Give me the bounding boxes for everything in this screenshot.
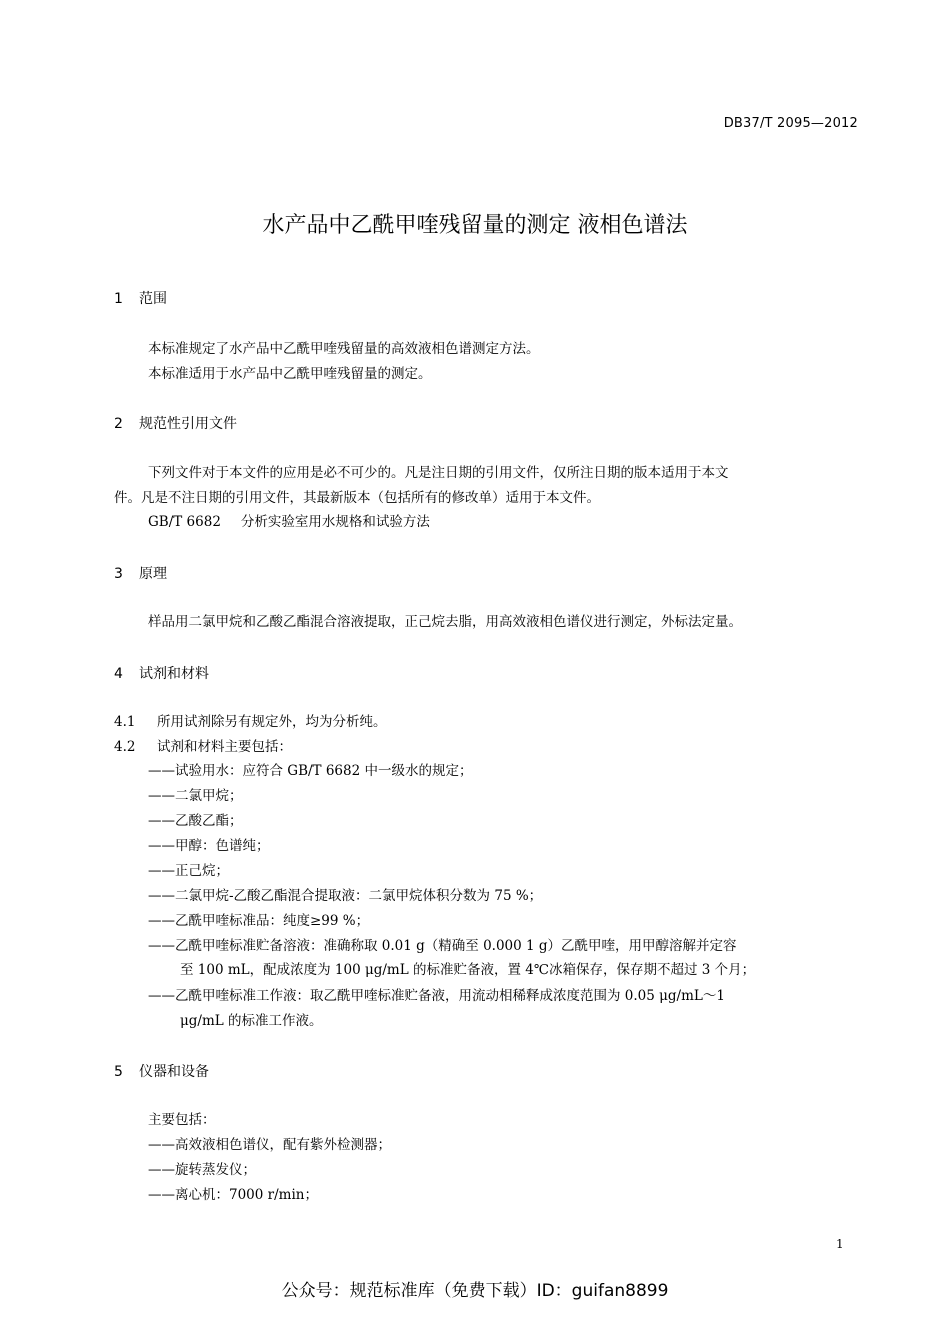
reference-entry	[148, 510, 430, 534]
list-item: ——离心机：7000 r/min；	[148, 1187, 318, 1203]
section-title: 试剂和材料	[139, 666, 209, 682]
list-item: ——乙酸乙酯；	[148, 813, 243, 829]
section-number: 2	[114, 416, 123, 432]
list-item-continuation: μg/mL 的标准工作液。	[180, 1013, 323, 1029]
list-item: ——甲醇：色谱纯；	[148, 838, 270, 854]
section-title: 规范性引用文件	[139, 416, 237, 432]
section-heading-principle	[114, 563, 167, 583]
section-number: 3	[114, 566, 123, 582]
list-item: ——乙酰甲喹标准工作液：取乙酰甲喹标准贮备液，用流动相稀释成浓度范围为 0.05 μg/mL～1	[148, 988, 725, 1004]
clause-text: 试剂和材料主要包括：	[157, 739, 292, 755]
paragraph: 样品用二氯甲烷和乙酸乙酯混合溶液提取，正己烷去脂，用高效液相色谱仪进行测定，外标法定量。	[148, 614, 742, 630]
section-title: 范围	[139, 291, 167, 307]
document-title: 水产品中乙酰甲喹残留量的测定 液相色谱法	[262, 213, 688, 238]
list-item: ——试验用水：应符合 GB/T 6682 中一级水的规定；	[148, 763, 473, 779]
standard-code: DB37/T 2095—2012	[723, 116, 858, 131]
clause-4-1	[114, 710, 387, 734]
section-heading-normative-references	[114, 413, 237, 433]
list-item: ——乙酰甲喹标准贮备溶液：准确称取 0.01 g（精确至 0.000 1 g）乙酰甲喹，用甲醇溶解并定容	[148, 938, 737, 954]
clause-number: 4.2	[114, 739, 136, 755]
list-item: ——二氯甲烷；	[148, 788, 243, 804]
reference-title: 分析实验室用水规格和试验方法	[240, 514, 430, 530]
section-heading-reagents	[114, 663, 209, 683]
reference-code: GB/T 6682	[148, 514, 221, 530]
section-heading-scope	[114, 288, 167, 308]
paragraph: 本标准适用于水产品中乙酰甲喹残留量的测定。	[148, 366, 432, 382]
section-number: 1	[114, 291, 123, 307]
list-item: ——旋转蒸发仪；	[148, 1162, 256, 1178]
list-item: ——二氯甲烷-乙酸乙酯混合提取液：二氯甲烷体积分数为 75 %；	[148, 888, 543, 904]
section-title: 仪器和设备	[139, 1064, 209, 1080]
clause-4-2	[114, 735, 292, 759]
page-number: 1	[836, 1237, 844, 1251]
section-number: 4	[114, 666, 123, 682]
paragraph: 本标准规定了水产品中乙酰甲喹残留量的高效液相色谱测定方法。	[148, 341, 540, 357]
footer-watermark: 公众号：规范标准库（免费下载）ID：guifan8899	[281, 1281, 669, 1301]
section-heading-apparatus	[114, 1061, 209, 1081]
clause-number: 4.1	[114, 714, 136, 730]
list-item: ——乙酰甲喹标准品：纯度≥99 %；	[148, 913, 370, 929]
list-item: ——高效液相色谱仪，配有紫外检测器；	[148, 1137, 391, 1153]
clause-text: 所用试剂除另有规定外，均为分析纯。	[157, 714, 387, 730]
section-number: 5	[114, 1064, 123, 1080]
list-item-continuation: 至 100 mL，配成浓度为 100 μg/mL 的标准贮备液，置 4℃冰箱保存，保存期不超过 3 个月；	[180, 962, 756, 978]
list-item: ——正己烷；	[148, 863, 229, 879]
section-title: 原理	[139, 566, 167, 582]
paragraph-line: 件。凡是不注日期的引用文件，其最新版本（包括所有的修改单）适用于本文件。	[114, 490, 600, 506]
paragraph: 主要包括：	[148, 1112, 216, 1128]
paragraph-line: 下列文件对于本文件的应用是必不可少的。凡是注日期的引用文件，仅所注日期的版本适用于本文	[148, 465, 729, 481]
